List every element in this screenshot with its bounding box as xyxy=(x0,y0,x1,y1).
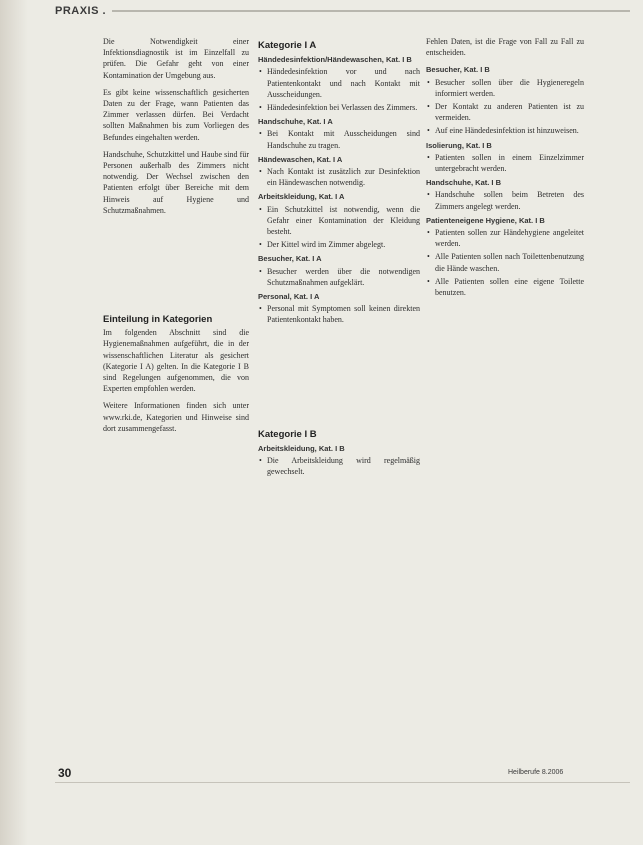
list-item: • Patienten sollen zur Händehygiene angeleitet werden. xyxy=(435,227,584,249)
bullet-list xyxy=(258,204,420,251)
list-item: • Besucher sollen über die Hygieneregeln informiert werden. xyxy=(435,77,584,99)
list-item: • Auf eine Händedesinfektion ist hinzuweisen. xyxy=(435,125,584,136)
paragraph-spacer xyxy=(103,222,249,310)
subheading: Arbeitskleidung, Kat. I A xyxy=(258,192,345,202)
subheading: Arbeitskleidung, Kat. I B xyxy=(258,443,345,453)
bullet-list xyxy=(258,455,420,477)
bullet-list xyxy=(258,303,420,325)
list-item: • Besucher werden über die notwendigen Schutzmaßnahmen aufgeklärt. xyxy=(267,266,420,288)
list-item: • Personal mit Symptomen soll keinen direkten Patientenkontakt haben. xyxy=(267,303,420,325)
footer-rule xyxy=(55,782,630,783)
list-item: • Händedesinfektion vor und nach Patientenkontakt und nach Kontakt mit Ausscheidungen. xyxy=(267,66,420,100)
paragraph: Es gibt keine wissenschaftlich gesicherten Daten zu der Frage, wann Patienten das Zimmer verlassen dürfen. Bei Verdacht sollten Maßnahmen bis zum Vorliegen des Befundes eingehalten werden. xyxy=(103,87,249,142)
subheading: Händewaschen, Kat. I A xyxy=(258,154,343,164)
bullet-list xyxy=(426,152,584,174)
section-heading: Einteilung in Kategorien xyxy=(103,314,213,326)
list-item: • Handschuhe sollen beim Betreten des Zimmers angelegt werden. xyxy=(435,189,584,211)
bullet-list xyxy=(426,227,584,298)
bullet-list xyxy=(426,77,584,137)
list-item: • Die Arbeitskleidung wird regelmäßig gewechselt. xyxy=(267,455,420,477)
page-number: 30 xyxy=(58,766,72,780)
paragraph: Handschuhe, Schutzkittel und Haube sind für Personen außerhalb des Zimmers nicht notwendig. Der Wechsel zwischen den Patienten erfolgt über Bereiche mit dem Hinweis auf Hygiene und Schutzmaßnahmen. xyxy=(103,149,249,215)
subheading: Besucher, Kat. I B xyxy=(426,65,490,75)
subheading: Personal, Kat. I A xyxy=(258,292,320,302)
paragraph-spacer xyxy=(258,329,420,425)
bullet-list xyxy=(258,166,420,188)
category-heading: Kategorie I B xyxy=(258,428,317,440)
list-item: • Alle Patienten sollen nach Toilettenbenutzung die Hände waschen. xyxy=(435,251,584,273)
category-heading: Kategorie I A xyxy=(258,40,317,51)
column-middle xyxy=(258,36,420,480)
list-item: • Patienten sollen in einem Einzelzimmer untergebracht werden. xyxy=(435,152,584,174)
paragraph: Weitere Informationen finden sich unter www.rki.de, Kategorien und Hinweise sind dort zusammengefasst. xyxy=(103,401,249,433)
paragraph: Im folgenden Abschnitt sind die Hygienemaßnahmen aufgeführt, die in der wissenschaftlichen Literatur als gesichert (Kategorie I A) gelten. In die Kategorie I B sind Regelungen aufgenommen, die von Experten empfohlen werden. xyxy=(103,328,249,394)
paragraph: Fehlen Daten, ist die Frage von Fall zu Fall zu entscheiden. xyxy=(426,37,584,58)
list-item: • Ein Schutzkittel ist notwendig, wenn die Gefahr einer Kontamination der Kleidung besteht. xyxy=(267,204,420,238)
subheading: Handschuhe, Kat. I A xyxy=(258,117,333,127)
subheading: Handschuhe, Kat. I B xyxy=(426,178,502,188)
list-item: • Bei Kontakt mit Ausscheidungen sind Handschuhe zu tragen. xyxy=(267,128,420,150)
subheading: Isolierung, Kat. I B xyxy=(426,140,492,150)
column-left xyxy=(103,36,249,440)
subheading: Patienteneigene Hygiene, Kat. I B xyxy=(426,215,545,225)
list-item: • Nach Kontakt ist zusätzlich zur Desinfektion ein Händewaschen notwendig. xyxy=(267,166,420,188)
column-right xyxy=(426,36,584,301)
list-item: • Alle Patienten sollen eine eigene Toilette benutzen. xyxy=(435,276,584,298)
paragraph: Die Notwendigkeit einer Infektionsdiagnostik ist im Einzelfall zu prüfen. Die Gefahr geht von einer Kontamination der Umgebung aus. xyxy=(103,37,249,80)
page-gutter-shadow xyxy=(0,0,28,845)
bullet-list xyxy=(258,66,420,113)
header-rule xyxy=(55,10,630,24)
list-item: • Der Kittel wird im Zimmer abgelegt. xyxy=(267,239,420,250)
bullet-list xyxy=(258,128,420,150)
section-label: PRAXIS . xyxy=(55,5,112,17)
subheading: Besucher, Kat. I A xyxy=(258,254,322,264)
subheading: Händedesinfektion/Händewaschen, Kat. I B xyxy=(258,55,412,65)
bullet-list xyxy=(258,266,420,288)
list-item: • Händedesinfektion bei Verlassen des Zimmers. xyxy=(267,102,420,113)
journal-issue: Heilberufe 8.2006 xyxy=(508,769,564,776)
list-item: • Der Kontakt zu anderen Patienten ist zu vermeiden. xyxy=(435,101,584,123)
bullet-list xyxy=(426,189,584,211)
